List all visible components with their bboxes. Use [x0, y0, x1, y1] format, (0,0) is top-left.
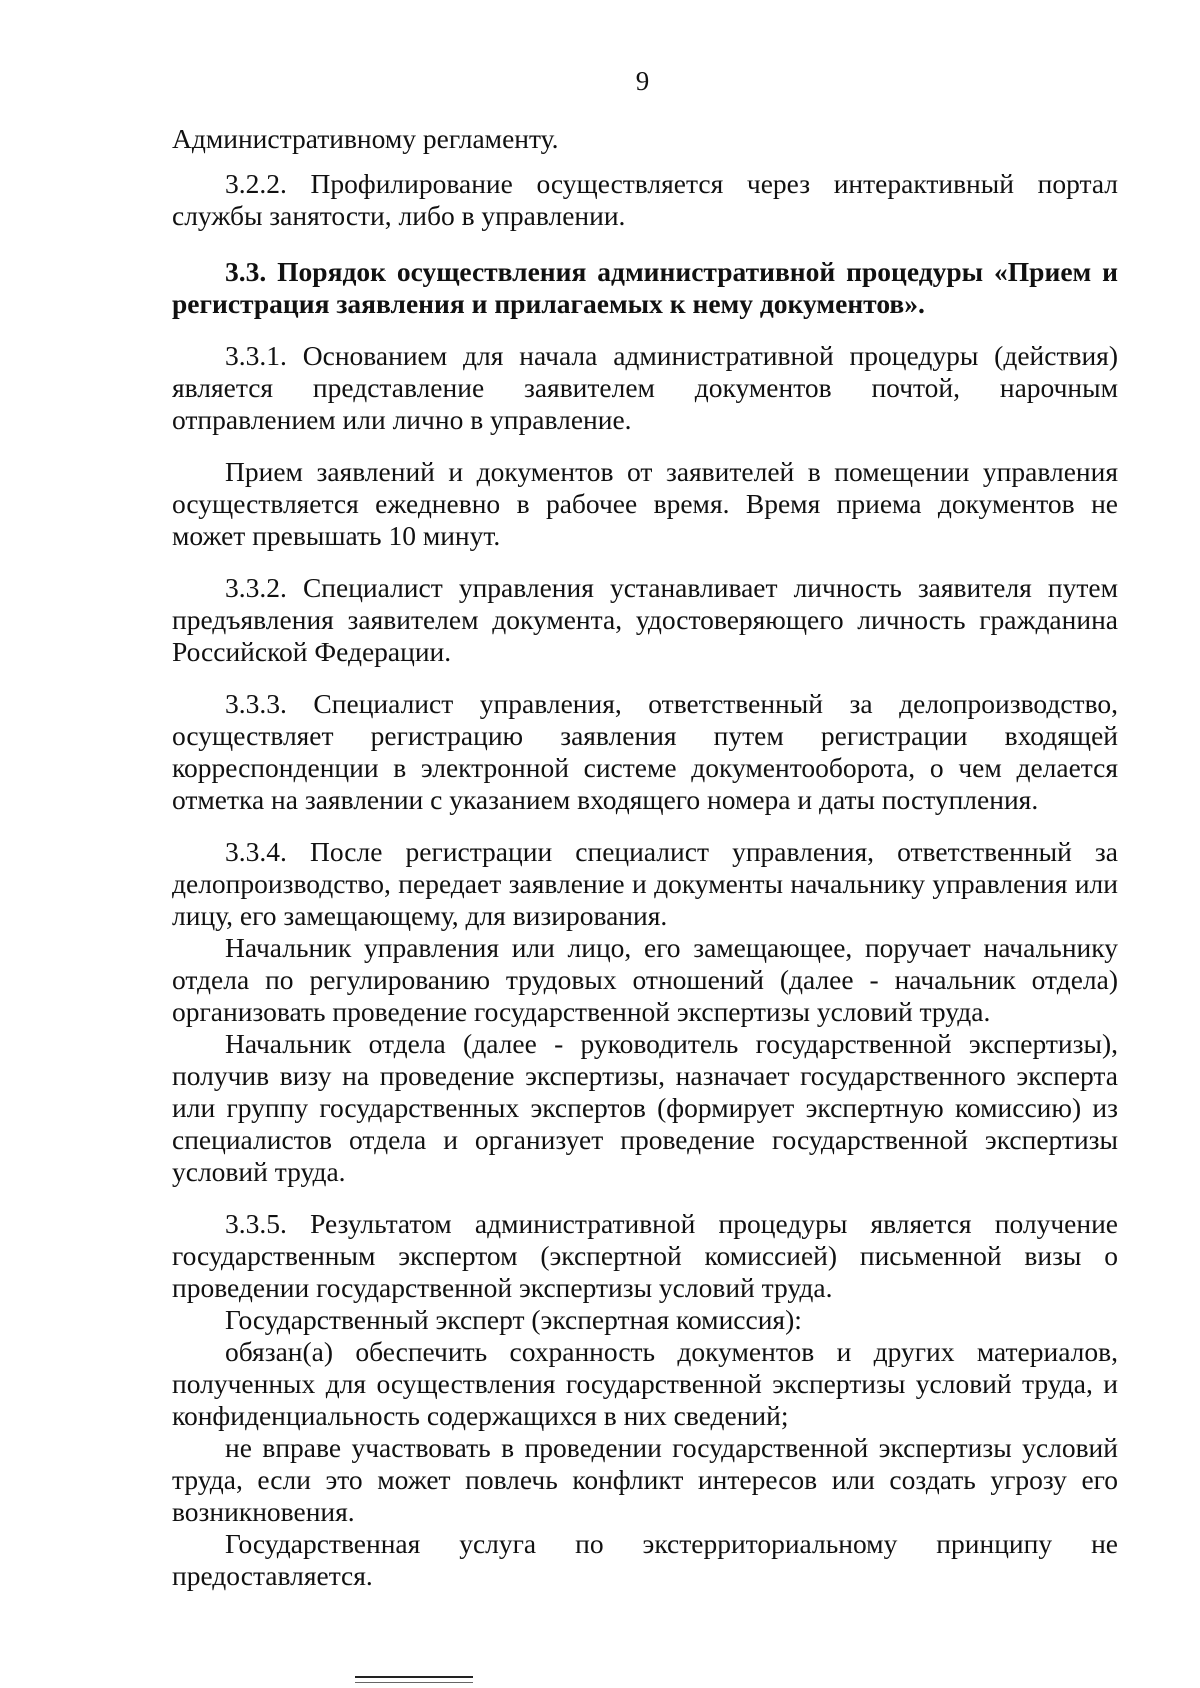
paragraph-head-assigns: Начальник управления или лицо, его замещающее, поручает начальнику отдела по регулированию трудовых отношений (далее - начальник отдела) организовать проведение государственной экспертизы условий труда.	[172, 932, 1118, 1027]
paragraph-3-3-3: 3.3.3. Специалист управления, ответственный за делопроизводство, осуществляет регистрацию заявления путем регистрации входящей корреспонденции в электронной системе документооборота, о чем делается отметка на заявлении с указанием входящего номера и даты поступления.	[172, 688, 1118, 815]
paragraph-3-2-2: 3.2.2. Профилирование осуществляется через интерактивный портал службы занятости, либо в управлении.	[172, 168, 1118, 231]
paragraph-exterritorial: Государственная услуга по экстерриториальному принципу не предоставляется.	[172, 1528, 1118, 1591]
paragraph-department-head: Начальник отдела (далее - руководитель государственной экспертизы), получив визу на проведение экспертизы, назначает государственного эксперта или группу государственных экспертов (формирует экспертную комиссию) из специалистов отдела и организует проведение государственной экспертизы условий труда.	[172, 1028, 1118, 1187]
paragraph-state-expert: Государственный эксперт (экспертная комиссия):	[225, 1304, 802, 1335]
paragraph-conflict: не вправе участвовать в проведении государственной экспертизы условий труда, если это может повлечь конфликт интересов или создать угрозу его возникновения.	[172, 1432, 1118, 1527]
page-number: 9	[635, 66, 650, 96]
paragraph-3-3-1: 3.3.1. Основанием для начала административной процедуры (действия) является представление заявителем документов почтой, нарочным отправлением или лично в управление.	[172, 340, 1118, 435]
section-heading-3-3: 3.3. Порядок осуществления административной процедуры «Прием и регистрация заявления и прилагаемых к нему документов».	[172, 256, 1118, 319]
paragraph-reception: Прием заявлений и документов от заявителей в помещении управления осуществляется ежедневно в рабочее время. Время приема документов не может превышать 10 минут.	[172, 456, 1118, 551]
paragraph-3-3-4: 3.3.4. После регистрации специалист управления, ответственный за делопроизводство, передает заявление и документы начальнику управления или лицу, его замещающему, для визирования.	[172, 836, 1118, 931]
document-body	[172, 123, 1118, 1592]
footer-rule	[355, 1676, 473, 1683]
paragraph-continuation: Административному регламенту.	[172, 123, 559, 154]
paragraph-3-3-2: 3.3.2. Специалист управления устанавливает личность заявителя путем предъявления заявителем документа, удостоверяющего личность гражданина Российской Федерации.	[172, 572, 1118, 667]
paragraph-3-3-5: 3.3.5. Результатом административной процедуры является получение государственным экспертом (экспертной комиссией) письменной визы о проведении государственной экспертизы условий труда.	[172, 1208, 1118, 1303]
paragraph-obligation: обязан(а) обеспечить сохранность документов и других материалов, полученных для осуществления государственной экспертизы условий труда, и конфиденциальность содержащихся в них сведений;	[172, 1336, 1118, 1431]
